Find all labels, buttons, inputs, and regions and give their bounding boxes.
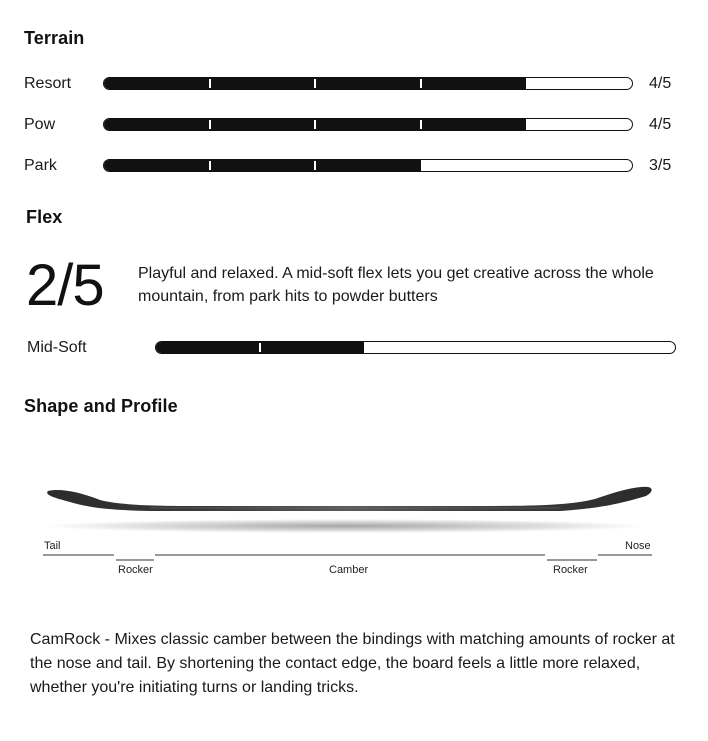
profile-nose-label: Nose <box>625 540 651 552</box>
bar-segment-divider <box>259 343 261 352</box>
terrain-title: Terrain <box>24 28 85 48</box>
flex-description: Playful and relaxed. A mid-soft flex lets you get creative across the whole mountain, from park hits to powder butters <box>138 265 654 305</box>
terrain-resort-value: 4/5 <box>649 75 672 92</box>
flex-title: Flex <box>26 207 63 227</box>
bar-segment-divider <box>209 120 211 129</box>
terrain-park-label: Park <box>24 157 57 174</box>
bar-segment-divider <box>209 79 211 88</box>
bar-segment-divider <box>314 161 316 170</box>
terrain-park-bar <box>103 159 633 172</box>
bar-segment-divider <box>314 79 316 88</box>
terrain-pow-value: 4/5 <box>649 116 672 133</box>
bar-segment-divider <box>420 120 422 129</box>
terrain-resort-bar <box>103 77 633 90</box>
bar-segment-divider <box>420 79 422 88</box>
bar-segment-divider <box>209 161 211 170</box>
profile-zone-lines <box>43 555 652 560</box>
bar-segment-divider <box>314 120 316 129</box>
snowboard-shape <box>47 487 651 511</box>
flex-bar <box>155 341 676 354</box>
flex-score: 2/5 <box>26 253 104 318</box>
terrain-pow-bar <box>103 118 633 131</box>
flex-bar-label: Mid-Soft <box>27 339 87 356</box>
terrain-park-value: 3/5 <box>649 157 672 174</box>
profile-rocker-right-label: Rocker <box>553 564 588 576</box>
profile-rocker-left-label: Rocker <box>118 564 153 576</box>
profile-camber-label: Camber <box>329 564 369 576</box>
profile-tail-label: Tail <box>44 540 61 552</box>
terrain-resort-label: Resort <box>24 75 72 92</box>
profile-description: CamRock - Mixes classic camber between the bindings with matching amounts of rocker at the nose and tail. By shortening the contact edge, the board feels a little more relaxed, whether you're initiating turns or landing tricks. <box>30 631 675 696</box>
terrain-pow-label: Pow <box>24 116 56 133</box>
board-shadow <box>45 519 645 533</box>
terrain-park-bar-fill <box>104 160 421 171</box>
shape-title: Shape and Profile <box>24 396 178 416</box>
